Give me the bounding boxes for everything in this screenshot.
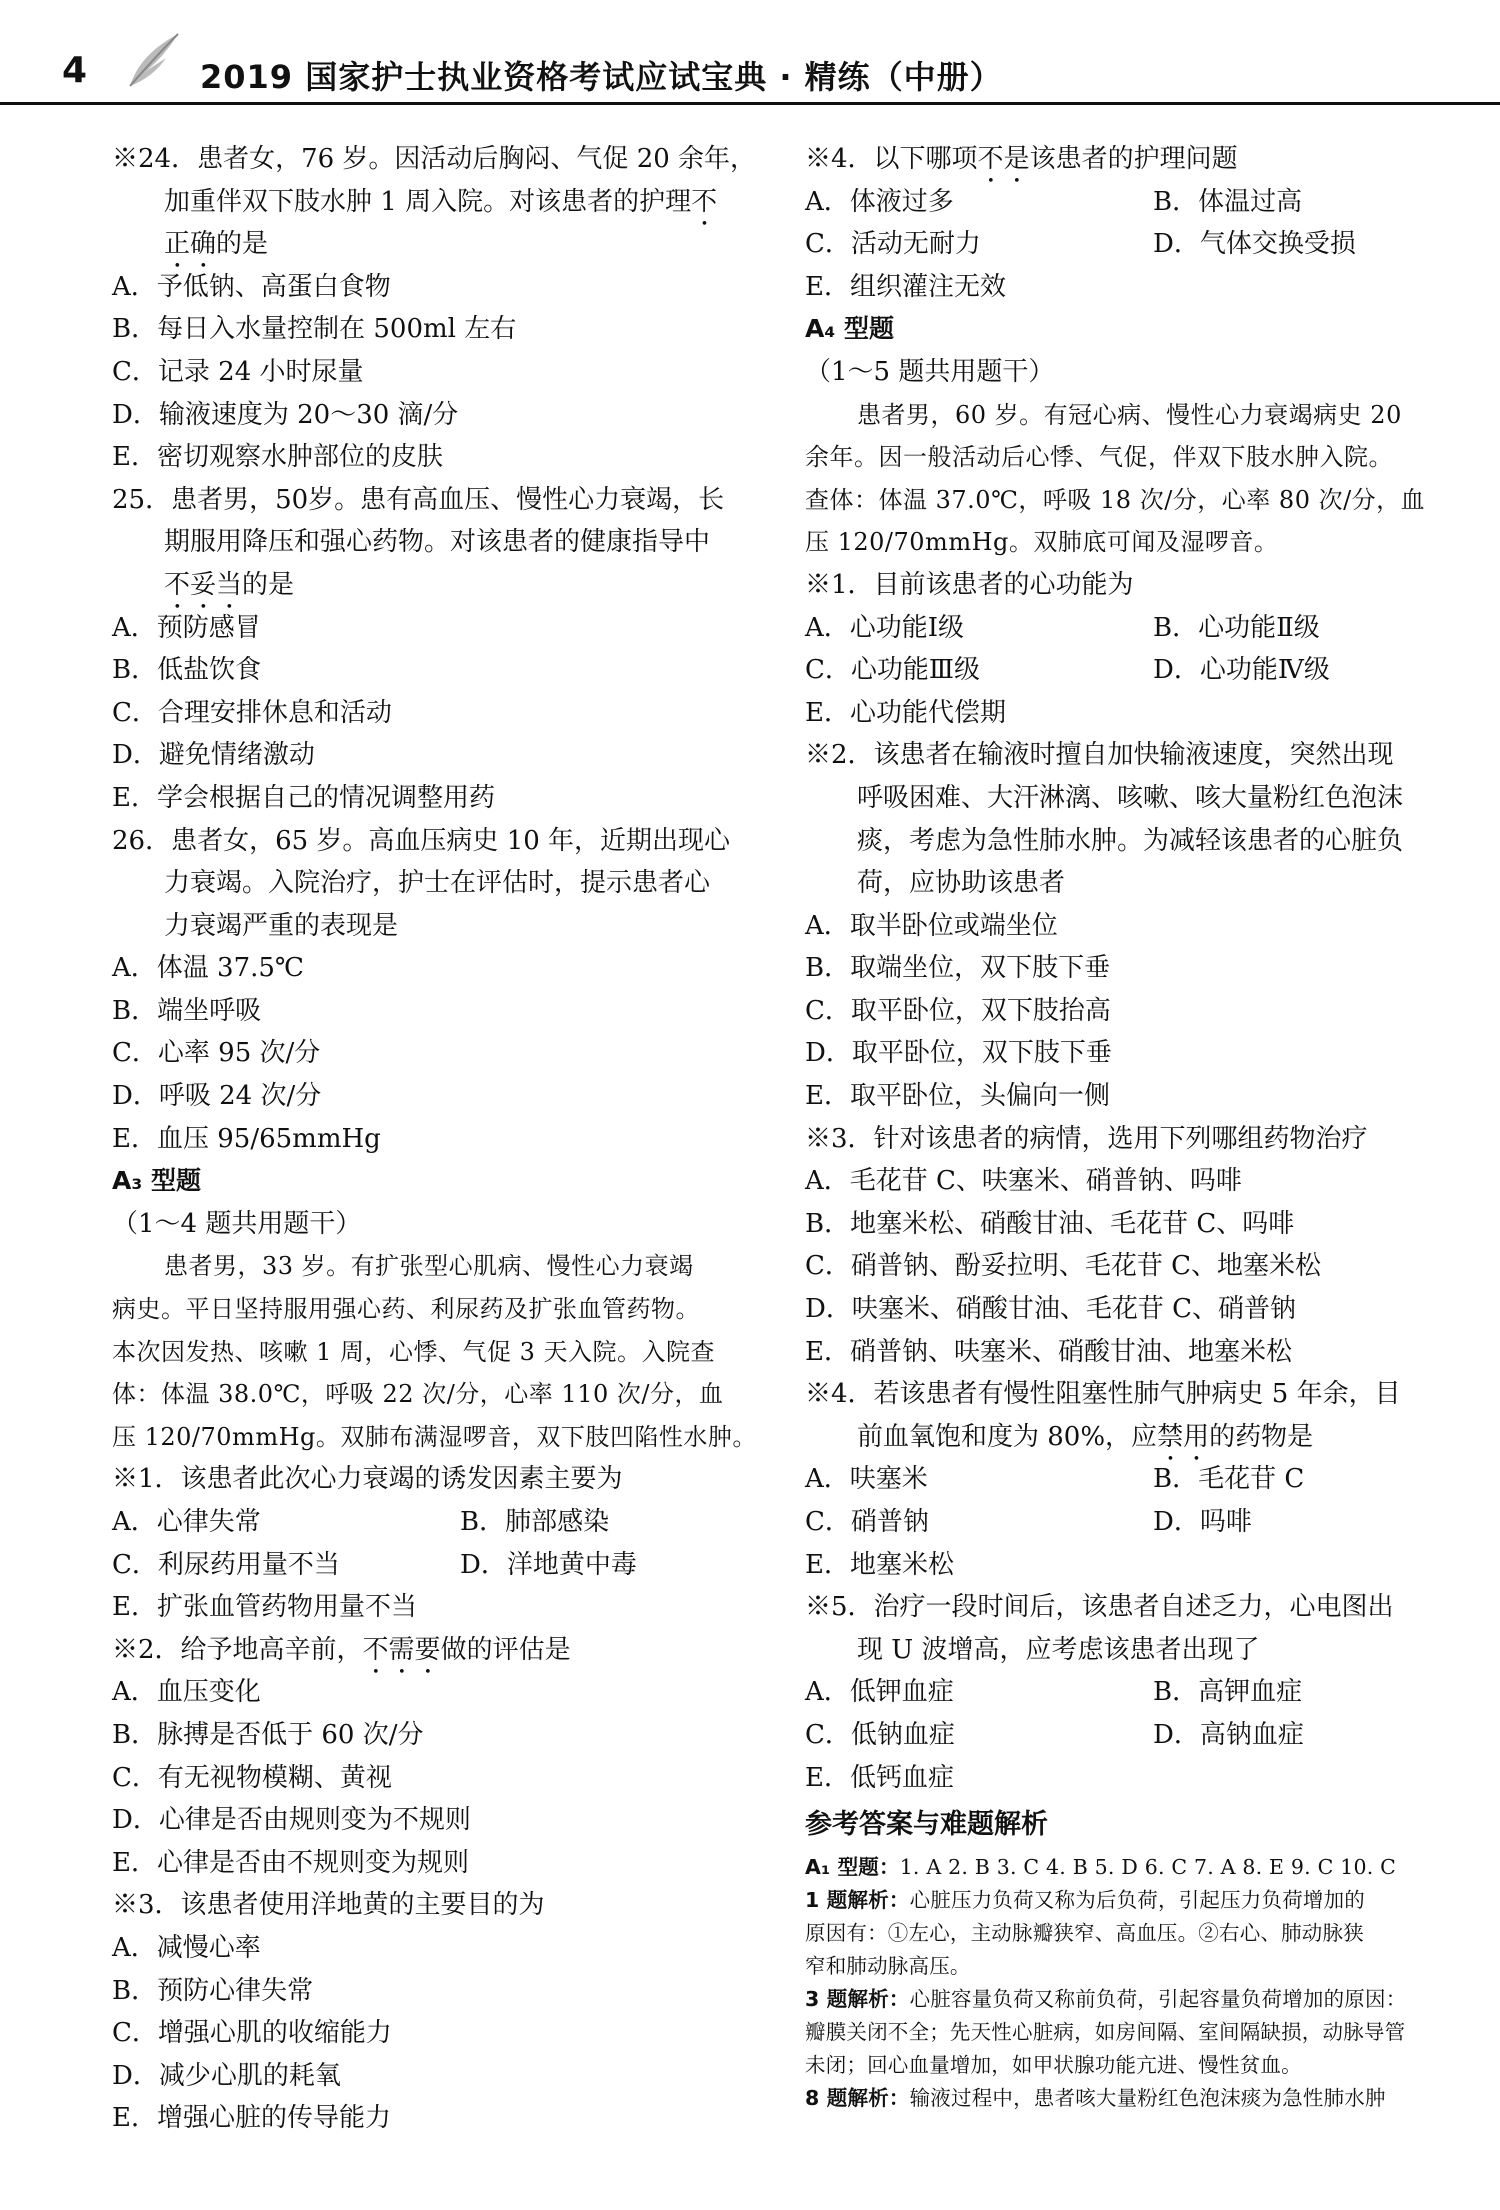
option-e: E．心律是否由不规则变为规则	[112, 1847, 469, 1878]
question-stem: ※3．针对该患者的病情，选用下列哪组药物治疗	[805, 1123, 1368, 1154]
option-b: B．取端坐位，双下肢下垂	[805, 953, 1111, 984]
option-d: D．输液速度为 20～30 滴/分	[112, 399, 459, 430]
option-d: D．心律是否由规则变为不规则	[112, 1805, 471, 1836]
case-stem: 余年。因一般活动后心悸、气促，伴双下肢水肿入院。	[805, 443, 1393, 472]
option-row	[112, 1501, 792, 1544]
option-row	[805, 1714, 1460, 1757]
option-e: E．学会根据自己的情况调整用药	[112, 782, 495, 813]
question-stem-cont: 前血氧饱和度为 80%，应禁用的药物是	[857, 1421, 1314, 1452]
option-b: B．每日入水量控制在 500ml 左右	[112, 314, 517, 345]
option-d: D．呋塞米、硝酸甘油、毛花苷 C、硝普钠	[805, 1294, 1297, 1325]
option-c: C．增强心肌的收缩能力	[112, 2018, 392, 2049]
option-c: C．利尿药用量不当	[112, 1549, 340, 1580]
emphasis-mark: 不	[691, 186, 718, 217]
option-a: A．体温 37.5℃	[112, 953, 305, 984]
shared-stem-note: （1～5 题共用题干）	[805, 356, 1055, 387]
option-d: D．吗啡	[1153, 1507, 1252, 1537]
question-stem: ※1．该患者此次心力衰竭的诱发因素主要为	[112, 1464, 623, 1495]
page-number: 4	[62, 50, 88, 91]
case-stem: 病史。平日坚持服用强心药、利尿药及扩张血管药物。	[112, 1295, 700, 1324]
shared-stem-note: （1～4 题共用题干）	[112, 1208, 362, 1239]
option-a: A．心律失常	[112, 1507, 261, 1537]
option-c: C．硝普钠	[805, 1507, 929, 1537]
question-stem: ※4．若该患者有慢性阻塞性肺气肿病史 5 年余，目	[805, 1379, 1401, 1410]
case-stem: 压 120/70mmHg。双肺底可闻及湿啰音。	[805, 528, 1279, 557]
question-stem: ※2．给予地高辛前，不需要做的评估是	[112, 1634, 571, 1665]
option-e: E．扩张血管药物用量不当	[112, 1592, 417, 1623]
option-b: B．体温过高	[1153, 186, 1303, 217]
option-c: C．活动无耐力	[805, 229, 981, 260]
option-row	[112, 1544, 792, 1587]
option-b: B．毛花苷 C	[1153, 1464, 1305, 1495]
option-a: A．呋塞米	[805, 1464, 928, 1495]
question-stem-cont: 现 U 波增高，应考虑该患者出现了	[857, 1634, 1260, 1665]
answer-key-a1: A₁ 型题：1. A 2. B 3. C 4. B 5. D 6. C 7. A 8. E 9. C 10. C	[805, 1855, 1397, 1880]
option-c: C．硝普钠、酚妥拉明、毛花苷 C、地塞米松	[805, 1251, 1322, 1282]
explanation-3-cont: 未闭；回心血量增加，如甲状腺功能亢进、慢性贫血。	[805, 2053, 1302, 2078]
case-stem: 查体：体温 37.0℃，呼吸 18 次/分，心率 80 次/分，血	[805, 485, 1426, 514]
left-column	[112, 138, 792, 2140]
option-e: E．增强心脏的传导能力	[112, 2103, 391, 2134]
option-a: A．体液过多	[805, 186, 954, 217]
option-row	[805, 607, 1460, 650]
option-b: B．肺部感染	[460, 1507, 610, 1537]
option-e: E．密切观察水肿部位的皮肤	[112, 442, 443, 473]
option-b: B．端坐呼吸	[112, 995, 262, 1026]
question-24-stem-cont: 加重伴双下肢水肿 1 周入院。对该患者的护理不	[164, 186, 718, 217]
explanation-8: 8 题解析：输液过程中，患者咳大量粉红色泡沫痰为急性肺水肿	[805, 2086, 1386, 2111]
option-d: D．洋地黄中毒	[460, 1549, 637, 1580]
emphasis-mark: 不需要	[362, 1634, 441, 1665]
explanation-3: 3 题解析：心脏容量负荷又称前负荷，引起容量负荷增加的原因：	[805, 1987, 1407, 2012]
option-c: C．低钠血症	[805, 1719, 955, 1750]
option-d: D．避免情绪激动	[112, 740, 315, 771]
option-d: D．心功能Ⅳ级	[1153, 655, 1330, 686]
option-e: E．组织灌注无效	[805, 271, 1006, 302]
question-stem-cont: 呼吸困难、大汗淋漓、咳嗽、咳大量粉红色泡沫	[857, 782, 1404, 813]
case-stem: 压 120/70mmHg。双肺布满湿啰音，双下肢凹陷性水肿。	[112, 1422, 757, 1451]
case-stem: 体：体温 38.0℃，呼吸 22 次/分，心率 110 次/分，血	[112, 1380, 724, 1409]
option-c: C．取平卧位，双下肢抬高	[805, 995, 1111, 1026]
explanation-1-cont: 窄和肺动脉高压。	[805, 1954, 971, 1979]
option-row	[805, 649, 1460, 692]
option-d: D．高钠血症	[1153, 1719, 1304, 1750]
question-stem: ※3．该患者使用洋地黄的主要目的为	[112, 1890, 545, 1921]
option-d: D．减少心肌的耗氧	[112, 2060, 341, 2091]
answers-section	[805, 1851, 1460, 2115]
case-stem: 患者男，60 岁。有冠心病、慢性心力衰竭病史 20	[857, 400, 1402, 429]
emphasis-mark: 不妥当	[164, 569, 243, 600]
option-row	[805, 1501, 1460, 1544]
explanation-1: 1 题解析：心脏压力负荷又称为后负荷，引起压力负荷增加的	[805, 1888, 1366, 1913]
emphasis-mark: 正确	[164, 229, 217, 260]
option-e: E．硝普钠、呋塞米、硝酸甘油、地塞米松	[805, 1336, 1292, 1367]
option-b: B．地塞米松、硝酸甘油、毛花苷 C、吗啡	[805, 1208, 1295, 1239]
question-stem-cont: 痰，考虑为急性肺水肿。为减轻该患者的心脏负	[857, 825, 1404, 856]
option-a: A．低钾血症	[805, 1677, 954, 1708]
option-e: E．心功能代偿期	[805, 697, 1006, 728]
answers-heading: 参考答案与难题解析	[805, 1809, 1048, 1841]
section-heading-a3: A₃ 型题	[112, 1166, 202, 1196]
option-e: E．低钙血症	[805, 1762, 954, 1793]
option-a: A．予低钠、高蛋白食物	[112, 271, 391, 302]
section-heading-a4: A₄ 型题	[805, 314, 895, 344]
option-d: D．气体交换受损	[1153, 229, 1356, 260]
question-25-stem-cont: 期服用降压和强心药物。对该患者的健康指导中	[164, 527, 711, 558]
option-c: C．合理安排休息和活动	[112, 697, 392, 728]
option-c: C．心率 95 次/分	[112, 1038, 321, 1069]
emphasis-mark: 禁用	[1157, 1421, 1210, 1452]
question-stem: ※4．以下哪项不是该患者的护理问题	[805, 144, 1238, 174]
option-a: A．心功能Ⅰ级	[805, 612, 965, 643]
feather-logo-icon	[122, 28, 186, 92]
right-column	[805, 138, 1460, 2115]
option-e: E．取平卧位，头偏向一侧	[805, 1081, 1110, 1112]
question-stem: ※2．该患者在输液时擅自加快输液速度，突然出现	[805, 740, 1394, 771]
option-d: D．呼吸 24 次/分	[112, 1081, 322, 1112]
option-a: A．减慢心率	[112, 1932, 261, 1963]
option-b: B．预防心律失常	[112, 1975, 314, 2006]
option-b: B．脉搏是否低于 60 次/分	[112, 1719, 424, 1750]
header-rule	[0, 102, 1500, 105]
option-a: A．毛花苷 C、呋塞米、硝普钠、吗啡	[805, 1166, 1242, 1197]
option-c: C．心功能Ⅲ级	[805, 655, 980, 686]
explanation-3-cont: 瓣膜关闭不全；先天性心脏病，如房间隔、室间隔缺损，动脉导管	[805, 2020, 1406, 2045]
case-stem: 本次因发热、咳嗽 1 周，心悸、气促 3 天入院。入院查	[112, 1337, 716, 1366]
explanation-1-cont: 原因有：①左心，主动脉瓣狭窄、高血压。②右心、肺动脉狭	[805, 1921, 1364, 1946]
option-e: E．地塞米松	[805, 1549, 954, 1580]
question-26-stem-cont: 力衰竭。入院治疗，护士在评估时，提示患者心	[164, 868, 711, 899]
option-c: C．记录 24 小时尿量	[112, 356, 364, 387]
option-a: A．取半卧位或端坐位	[805, 910, 1058, 941]
option-row	[805, 223, 1460, 266]
question-26-stem-end: 力衰竭严重的表现是	[164, 910, 399, 941]
option-d: D．取平卧位，双下肢下垂	[805, 1038, 1112, 1069]
option-b: B．心功能Ⅱ级	[1153, 612, 1320, 643]
question-25-stem-end: 不妥当的是	[164, 569, 295, 600]
option-a: A．血压变化	[112, 1677, 261, 1708]
option-c: C．有无视物模糊、黄视	[112, 1762, 392, 1793]
case-stem: 患者男，33 岁。有扩张型心肌病、慢性心力衰竭	[164, 1252, 694, 1281]
option-row	[805, 1458, 1460, 1501]
option-b: B．高钾血症	[1153, 1677, 1303, 1708]
question-stem: ※1．目前该患者的心功能为	[805, 569, 1134, 600]
emphasis-mark: 不是	[977, 144, 1030, 174]
question-24-stem: ※24．患者女，76 岁。因活动后胸闷、气促 20 余年，	[112, 144, 757, 174]
option-e: E．血压 95/65mmHg	[112, 1123, 381, 1154]
option-b: B．低盐饮食	[112, 655, 262, 686]
page-header	[0, 0, 1500, 108]
question-26-stem: 26．患者女，65 岁。高血压病史 10 年，近期出现心	[112, 825, 731, 856]
question-24-stem-end: 正确的是	[164, 229, 269, 260]
book-title: 2019 国家护士执业资格考试应试宝典 · 精练（中册）	[200, 58, 1003, 96]
question-stem: ※5．治疗一段时间后，该患者自述乏力，心电图出	[805, 1592, 1394, 1623]
question-25-stem: 25．患者男，50岁。患有高血压、慢性心力衰竭，长	[112, 484, 725, 515]
question-stem-cont: 荷，应协助该患者	[857, 868, 1066, 899]
option-row	[805, 181, 1460, 224]
option-a: A．预防感冒	[112, 612, 261, 643]
option-row	[805, 1671, 1460, 1714]
